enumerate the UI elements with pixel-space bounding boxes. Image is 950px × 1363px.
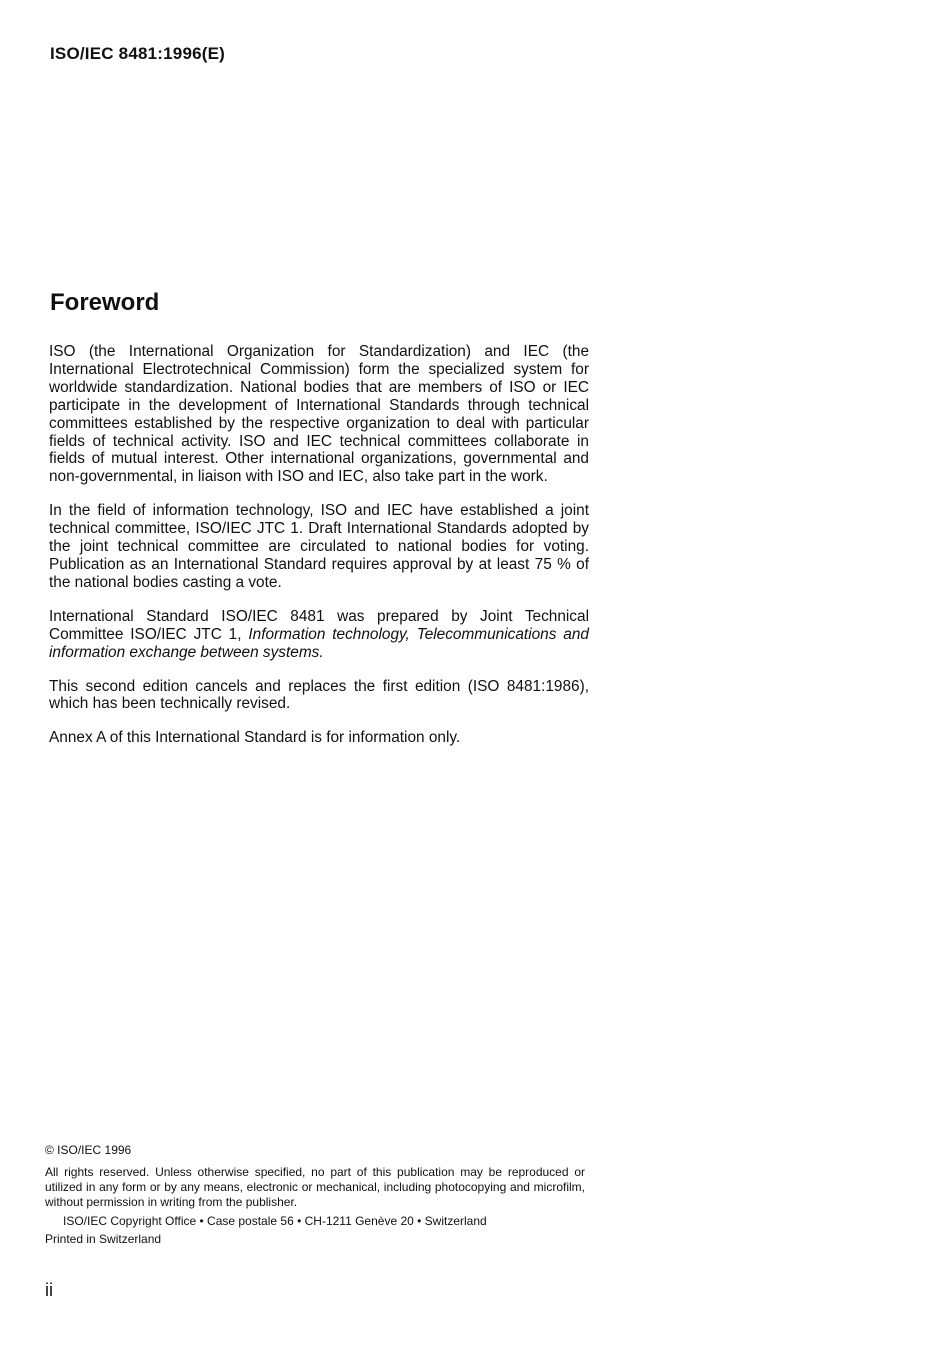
foreword-body — [49, 343, 589, 763]
copyright-office-address: ISO/IEC Copyright Office • Case postale 56 • CH-1211 Genève 20 • Switzerland — [63, 1214, 487, 1228]
paragraph-prepared-by — [49, 608, 589, 662]
paragraph-joint-committee: In the field of information technology, ISO and IEC have established a joint technical committee, ISO/IEC JTC 1. Draft International Standards adopted by the joint technical committee are circulated to national bodies for voting. Publication as an International Standard requires approval by at least 75 % of the national bodies casting a vote. — [49, 502, 589, 591]
page-number: ii — [45, 1280, 53, 1300]
paragraph-organizations: ISO (the International Organization for Standardization) and IEC (the International Electrotechnical Commission) form the specialized system for worldwide standardization. National bodies that are members of ISO or IEC participate in the development of International Standards through technical committees established by the respective organization to deal with particular fields of technical activity. ISO and IEC technical committees collaborate in fields of mutual interest. Other international organizations, governmental and non-governmental, in liaison with ISO and IEC, also take part in the work. — [49, 343, 589, 486]
foreword-title: Foreword — [50, 289, 160, 316]
prepared-by-text: International Standard ISO/IEC 8481 was prepared by Joint Technical Committee ISO/IEC JTC 1, — [49, 607, 589, 643]
copyright-notice: © ISO/IEC 1996 — [45, 1143, 132, 1157]
copyright-block — [45, 1143, 585, 1247]
committee-title: Information technology, Telecommunications and information exchange between systems. — [49, 625, 589, 661]
printed-in-text: Printed in Switzerland — [45, 1232, 162, 1246]
paragraph-annex: Annex A of this International Standard is for information only. — [49, 729, 461, 747]
paragraph-edition: This second edition cancels and replaces the first edition (ISO 8481:1986), which has been technically revised. — [49, 677, 589, 713]
rights-reserved-text: All rights reserved. Unless otherwise specified, no part of this publication may be reproduced or utilized in any form or by any means, electronic or mechanical, including photocopying and microfilm, without permission in writing from the publisher. — [45, 1165, 585, 1209]
document-identifier: ISO/IEC 8481:1996(E) — [50, 44, 226, 63]
